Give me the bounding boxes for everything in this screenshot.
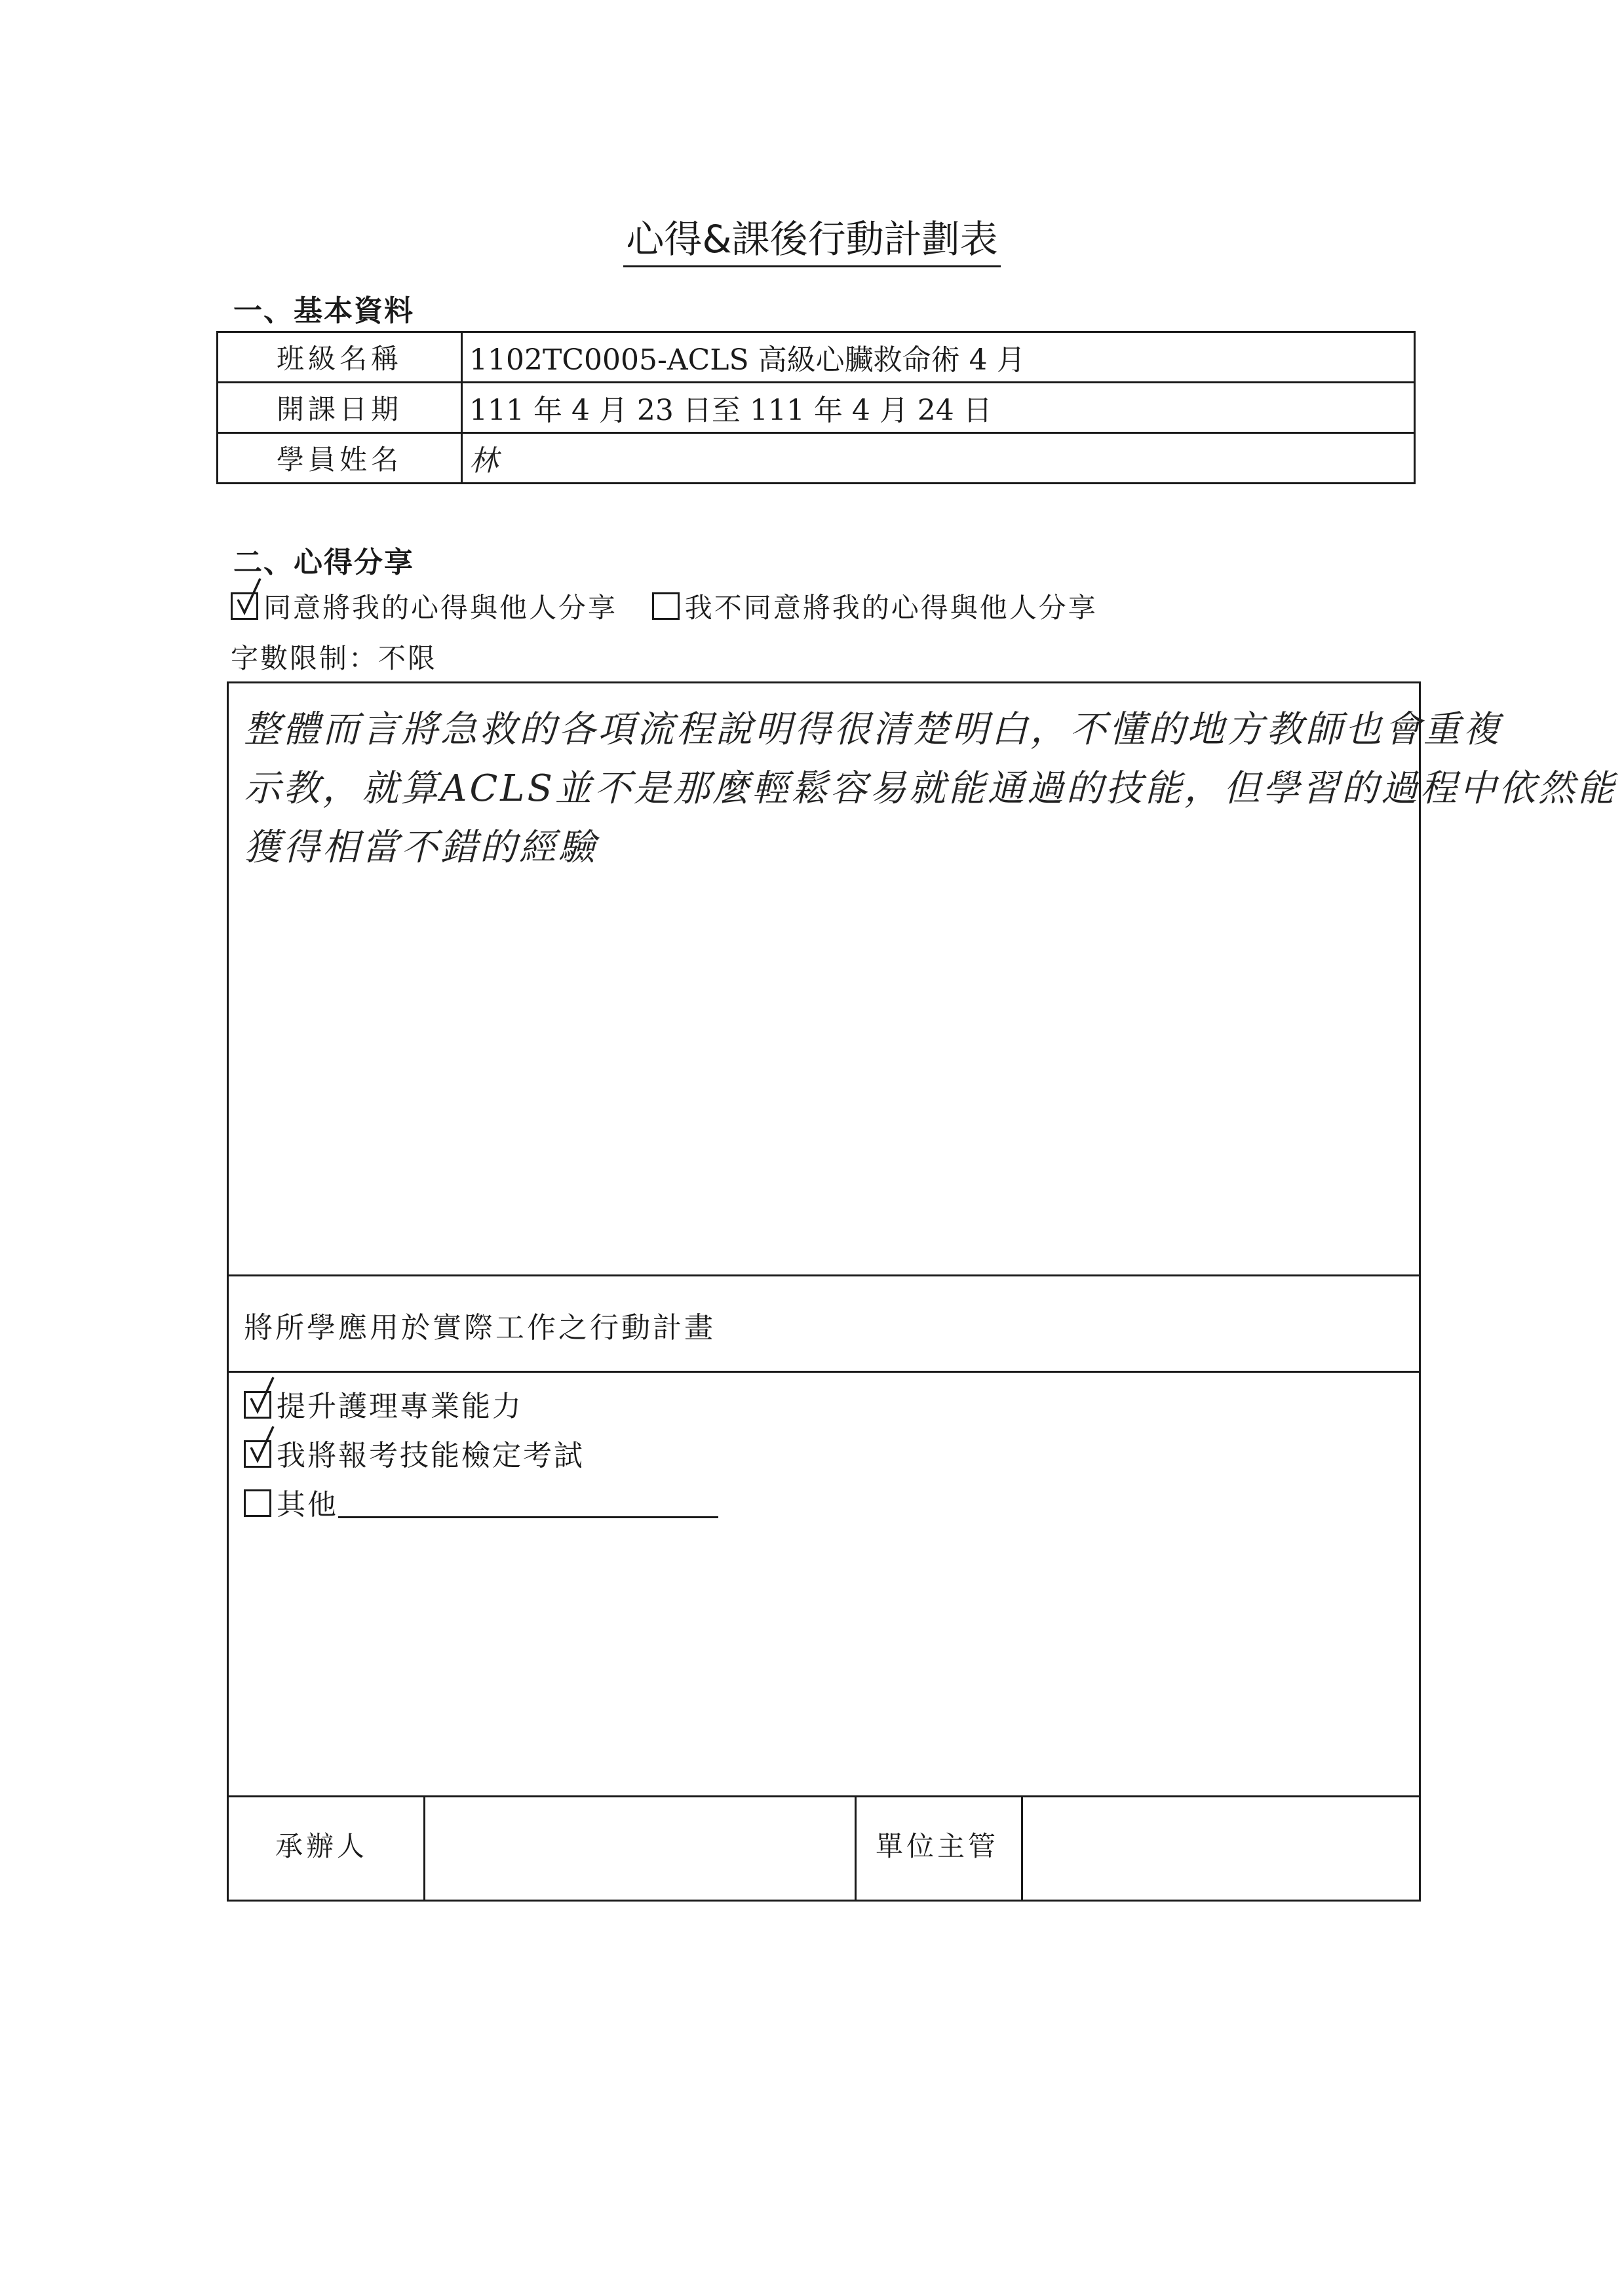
other-input-line[interactable] (338, 1490, 718, 1518)
check-mark-icon (234, 577, 263, 617)
divider (855, 1795, 857, 1902)
student-name-value: 林 (462, 433, 1415, 484)
reflection-line-1: 整體而言將急救的各項流程說明得很清楚明白，不懂的地方教師也會重複 (244, 708, 1502, 751)
divider (227, 1371, 1421, 1373)
word-limit: 字數限制：不限 (231, 642, 438, 674)
action-plan-title: 將所學應用於實際工作之行動計畫 (244, 1311, 716, 1345)
reflection-heading: 二、心得分享 (233, 546, 414, 579)
consent-agree-label: 同意將我的心得與他人分享 (263, 592, 618, 624)
handler-label: 承辦人 (275, 1830, 368, 1862)
page-title: 心得&課後行動計劃表 (0, 208, 1624, 263)
reflection-line-2: 示教，就算ACLS並不是那麼輕鬆容易就能通過的技能，但學習的過程中依然能 (244, 767, 1617, 810)
action-item-1-checkbox[interactable] (244, 1391, 271, 1419)
action-item-1-label: 提升護理專業能力 (277, 1390, 523, 1423)
reflection-line-3: 獲得相當不錯的經驗 (244, 826, 598, 869)
action-item-2 (244, 1432, 585, 1474)
supervisor-label: 單位主管 (876, 1830, 999, 1862)
divider (227, 1274, 1421, 1276)
handler-signature-field[interactable] (426, 1798, 853, 1900)
check-mark-icon (247, 1376, 276, 1415)
supervisor-signature-field[interactable] (1024, 1798, 1420, 1900)
basic-info-heading: 一、基本資料 (233, 294, 414, 328)
action-item-3-label: 其他 (277, 1488, 338, 1521)
consent-agree-checkbox[interactable] (231, 592, 258, 620)
table-row (218, 383, 1415, 433)
action-item-2-checkbox[interactable] (244, 1440, 271, 1468)
table-row (218, 433, 1415, 484)
check-mark-icon (247, 1425, 276, 1464)
action-item-3 (244, 1481, 718, 1523)
table-row (218, 332, 1415, 383)
action-item-2-label: 我將報考技能檢定考試 (277, 1439, 585, 1472)
class-name-value: 1102TC0005-ACLS 高級心臟救命術 4 月 (462, 332, 1415, 383)
action-item-3-checkbox[interactable] (244, 1489, 271, 1517)
divider (1021, 1795, 1023, 1902)
consent-disagree-checkbox[interactable] (652, 592, 680, 620)
divider (423, 1795, 425, 1902)
action-item-1 (244, 1383, 523, 1425)
class-name-label: 班級名稱 (218, 332, 462, 383)
divider (227, 1795, 1421, 1797)
consent-disagree-label: 我不同意將我的心得與他人分享 (684, 592, 1098, 624)
consent-options (231, 586, 1098, 626)
student-name-label: 學員姓名 (218, 433, 462, 484)
course-date-value: 111 年 4 月 23 日至 111 年 4 月 24 日 (462, 383, 1415, 433)
basic-info-table (216, 331, 1416, 484)
course-date-label: 開課日期 (218, 383, 462, 433)
